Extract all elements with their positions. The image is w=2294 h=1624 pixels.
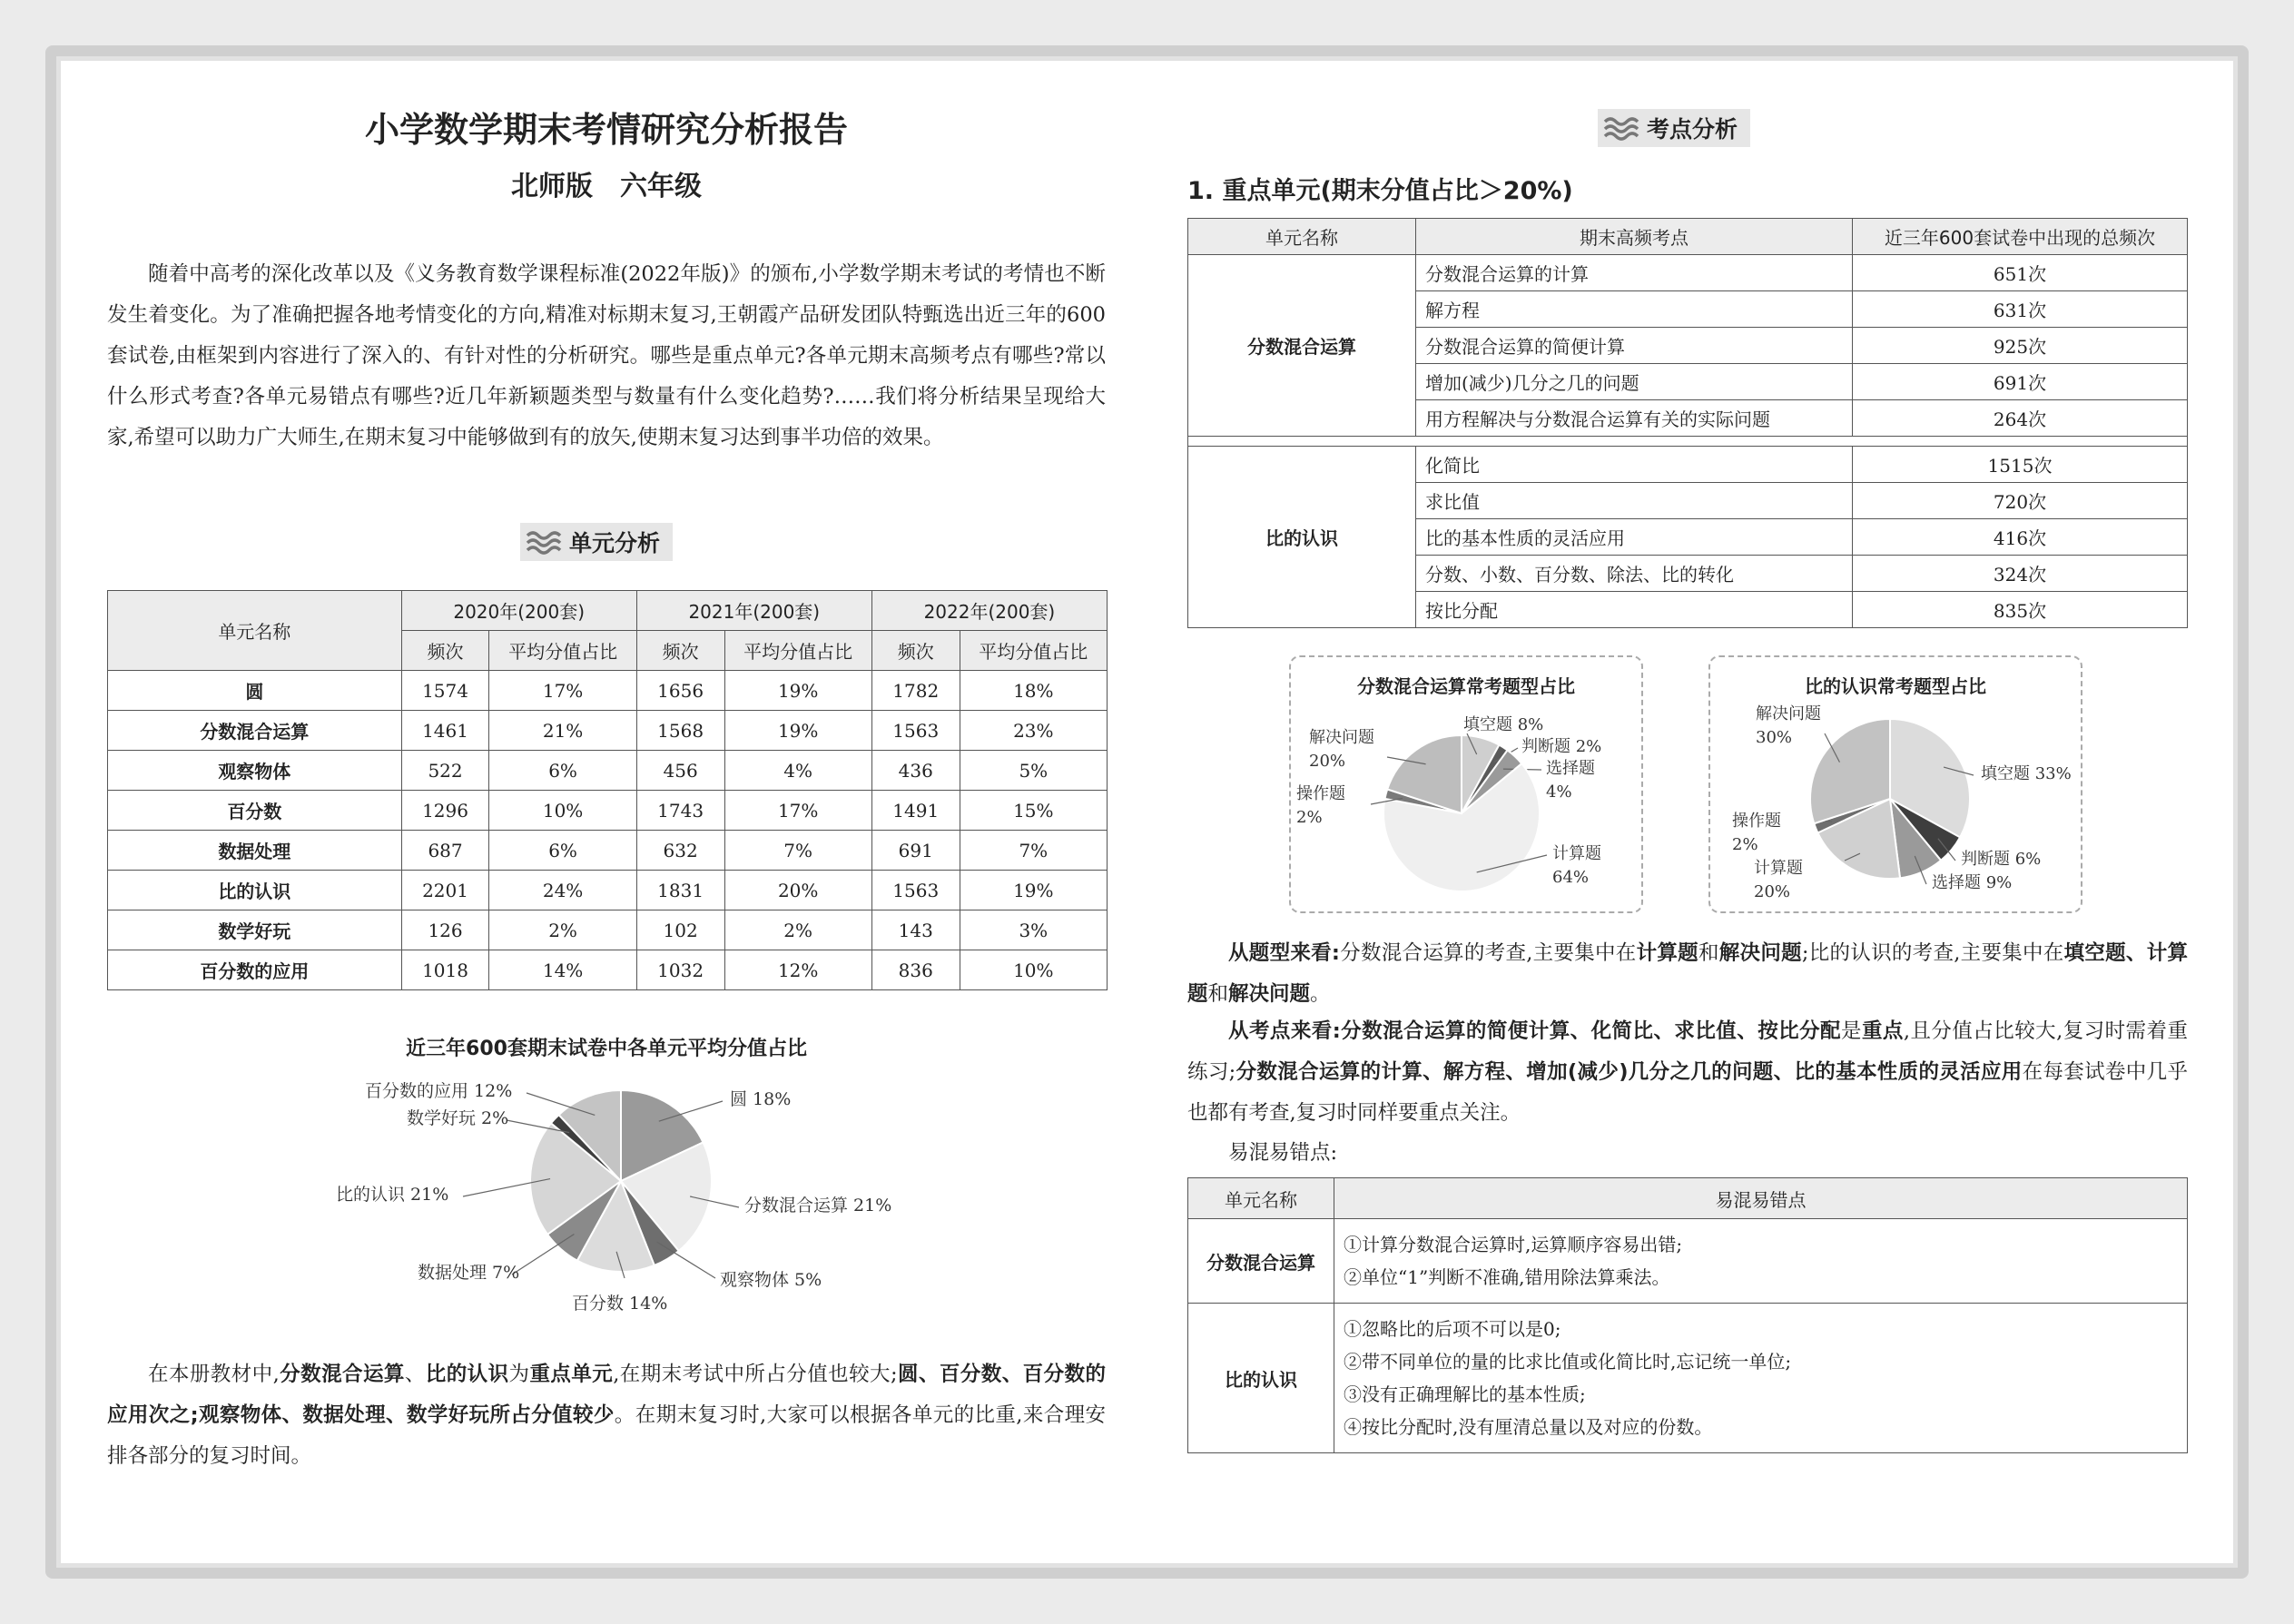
chart-title-fraction-types: 分数混合运算常考题型占比 <box>1357 675 1575 697</box>
key-point-cell: 化简比 <box>1416 447 1853 483</box>
value-cell: 1743 <box>636 791 724 831</box>
error-point-item: ④按比分配时,没有厘清总量以及对应的份数。 <box>1344 1416 1713 1438</box>
value-cell: 456 <box>636 751 724 791</box>
count-cell: 264次 <box>1853 400 2188 437</box>
col-header-share: 平均分值占比 <box>489 631 636 671</box>
pie-label: 解决问题 <box>1756 704 1821 723</box>
unit-name-cell: 圆 <box>108 671 402 711</box>
key-point-cell: 分数、小数、百分数、除法、比的转化 <box>1416 556 1853 592</box>
pie-label: 数据处理 7% <box>418 1263 520 1283</box>
unit-name-cell: 比的认识 <box>1188 1304 1334 1453</box>
unit-name-cell: 观察物体 <box>108 751 402 791</box>
table-row <box>1188 1304 2188 1453</box>
value-cell: 21% <box>489 711 636 751</box>
pie-label: 2% <box>1296 808 1323 827</box>
unit-name-cell: 分数混合运算 <box>1188 255 1416 437</box>
key-units-heading: 1. 重点单元(期末分值占比＞20%) <box>1187 177 1573 205</box>
unit-name-cell: 百分数的应用 <box>108 950 402 990</box>
table-row <box>108 711 1108 751</box>
report-subtitle: 北师版 六年级 <box>511 171 702 202</box>
value-cell: 10% <box>960 950 1107 990</box>
col-header-year: 2022年(200套) <box>871 591 1107 631</box>
value-cell: 1831 <box>636 871 724 910</box>
table-row <box>108 871 1108 910</box>
value-cell: 436 <box>871 751 960 791</box>
count-cell: 651次 <box>1853 255 2188 291</box>
value-cell: 126 <box>401 910 489 950</box>
right-page <box>1187 0 2188 1624</box>
unit-name-cell: 数学好玩 <box>108 910 402 950</box>
pie-label: 操作题 <box>1296 784 1345 803</box>
error-point-item: ②带不同单位的量的比求比值或化简比时,忘记统一单位; <box>1344 1351 1792 1373</box>
section-heading-unit-analysis <box>520 523 673 561</box>
value-cell: 14% <box>489 950 636 990</box>
value-cell: 1563 <box>871 871 960 910</box>
value-cell: 1461 <box>401 711 489 751</box>
pie-label: 30% <box>1756 728 1793 747</box>
key-points-table-body <box>1188 255 2188 628</box>
value-cell: 10% <box>489 791 636 831</box>
value-cell: 1782 <box>871 671 960 711</box>
pie-label: 20% <box>1309 752 1346 771</box>
col-header-freq: 频次 <box>871 631 960 671</box>
table-row <box>108 671 1108 711</box>
col-header-freq: 频次 <box>636 631 724 671</box>
col-header-count: 近三年600套试卷中出现的总频次 <box>1853 219 2188 255</box>
unit-name-cell: 百分数 <box>108 791 402 831</box>
col-header-unit: 单元名称 <box>108 591 402 671</box>
ratio-types-pie-chart <box>1708 697 2082 911</box>
chart-title-ratio-types: 比的认识常考题型占比 <box>1805 675 1986 697</box>
point-analysis-paragraph: 从考点来看:分数混合运算的简便计算、化简比、求比值、按比分配是重点,且分值占比较大,复习时需着重练习;分数混合运算的计算、解方程、增加(减少)几分之几的问题、比的基本性质的灵活应用在每套试卷中几乎也都有考查,复习时同样要重点关注。 <box>1187 1019 2188 1125</box>
pie-label: 填空题 8% <box>1463 715 1544 734</box>
pie-leader-line <box>512 1235 574 1275</box>
error-point-item: ②单位“1”判断不准确,错用除法算乘法。 <box>1344 1266 1670 1288</box>
unit-analysis-table <box>107 590 1108 990</box>
table-row <box>1188 1219 2188 1304</box>
value-cell: 691 <box>871 831 960 871</box>
report-title: 小学数学期末考情研究分析报告 <box>364 110 848 150</box>
value-cell: 143 <box>871 910 960 950</box>
pie-label: 计算题 <box>1754 859 1803 878</box>
type-analysis-paragraph: 从题型来看:分数混合运算的考查,主要集中在计算题和解决问题;比的认识的考查,主要集中在填空题、计算题和解决问题。 <box>1187 941 2188 1006</box>
value-cell: 5% <box>960 751 1107 791</box>
intro-paragraph: 随着中高考的深化改革以及《义务教育数学课程标准(2022年版)》的颁布,小学数学期末考试的考情也不断发生着变化。为了准确把握各地考情变化的方向,精准对标期末复习,王朝霞产品研发团队特甄选出近三年的600套试卷,由框架到内容进行了深入的、有针对性的分析研究。哪些是重点单元?各单元期末高频考点有哪些?常以什么形式考查?各单元易错点有哪些?近几年新颖题类型与数量有什么变化趋势?……我们将分析结果呈现给大家,希望可以助力广大师生,在期末复习中能够做到有的放矢,使期末复习达到事半功倍的效果。 <box>107 262 1106 449</box>
pie-label: 20% <box>1754 882 1791 901</box>
value-cell: 1574 <box>401 671 489 711</box>
table-row <box>1188 447 2188 483</box>
pie-label: 解决问题 <box>1309 728 1374 747</box>
key-point-cell: 按比分配 <box>1416 592 1853 628</box>
key-point-cell: 用方程解决与分数混合运算有关的实际问题 <box>1416 400 1853 437</box>
pie-label: 操作题 <box>1732 812 1781 831</box>
pie-label: 观察物体 5% <box>720 1270 822 1290</box>
key-point-cell: 求比值 <box>1416 483 1853 519</box>
pie-label: 圆 18% <box>730 1089 792 1109</box>
pie-label: 计算题 <box>1552 844 1601 863</box>
pie-label: 选择题 <box>1546 759 1595 778</box>
value-cell: 6% <box>489 831 636 871</box>
left-page <box>107 0 1106 1624</box>
error-points-table <box>1187 1177 2188 1453</box>
key-point-cell: 解方程 <box>1416 291 1853 328</box>
col-header-year: 2020年(200套) <box>401 591 636 631</box>
value-cell: 17% <box>724 791 871 831</box>
col-header-point: 期末高频考点 <box>1416 219 1853 255</box>
unit-name-cell: 比的认识 <box>108 871 402 910</box>
pie-label: 判断题 2% <box>1521 737 1602 756</box>
unit-name-cell: 数据处理 <box>108 831 402 871</box>
pie-label: 填空题 33% <box>1981 764 2072 783</box>
value-cell: 24% <box>489 871 636 910</box>
unit-share-pie-chart <box>107 1060 1106 1333</box>
col-header-share: 平均分值占比 <box>724 631 871 671</box>
value-cell: 836 <box>871 950 960 990</box>
table-row <box>108 950 1108 990</box>
col-header-freq: 频次 <box>401 631 489 671</box>
pie-label: 2% <box>1732 835 1758 854</box>
unit-name-cell: 比的认识 <box>1188 447 1416 628</box>
table-row <box>108 910 1108 950</box>
value-cell: 1656 <box>636 671 724 711</box>
error-point-item: ③没有正确理解比的基本性质; <box>1344 1383 1586 1405</box>
pie-label: 4% <box>1546 782 1572 802</box>
key-point-cell: 比的基本性质的灵活应用 <box>1416 519 1853 556</box>
value-cell: 2201 <box>401 871 489 910</box>
count-cell: 925次 <box>1853 328 2188 364</box>
col-header-year: 2021年(200套) <box>636 591 871 631</box>
count-cell: 324次 <box>1853 556 2188 592</box>
key-point-cell: 分数混合运算的计算 <box>1416 255 1853 291</box>
value-cell: 23% <box>960 711 1107 751</box>
wave-icon <box>526 528 562 556</box>
key-points-table <box>1187 218 2188 628</box>
pie-label: 判断题 6% <box>1961 850 2042 869</box>
value-cell: 19% <box>724 671 871 711</box>
group-spacer <box>1188 437 2188 447</box>
value-cell: 17% <box>489 671 636 711</box>
key-point-cell: 分数混合运算的简便计算 <box>1416 328 1853 364</box>
unit-summary-paragraph: 在本册教材中,分数混合运算、比的认识为重点单元,在期末考试中所占分值也较大;圆、百分数、百分数的应用次之;观察物体、数据处理、数学好玩所占分值较少。在期末复习时,大家可以根据各单元的比重,来合理安排各部分的复习时间。 <box>107 1363 1107 1468</box>
section-heading-label: 考点分析 <box>1647 116 1738 143</box>
value-cell: 20% <box>724 871 871 910</box>
value-cell: 1563 <box>871 711 960 751</box>
key-point-cell: 增加(减少)几分之几的问题 <box>1416 364 1853 400</box>
error-points-cell <box>1334 1304 2188 1453</box>
spacer-cell <box>1188 437 2188 447</box>
error-point-item: ①忽略比的后项不可以是0; <box>1344 1318 1561 1340</box>
col-header-error-points: 易混易错点 <box>1334 1178 2188 1219</box>
table-row <box>1188 255 2188 291</box>
value-cell: 1491 <box>871 791 960 831</box>
value-cell: 15% <box>960 791 1107 831</box>
count-cell: 691次 <box>1853 364 2188 400</box>
value-cell: 12% <box>724 950 871 990</box>
value-cell: 522 <box>401 751 489 791</box>
value-cell: 6% <box>489 751 636 791</box>
pie-label: 百分数的应用 12% <box>365 1081 513 1101</box>
table-row <box>108 831 1108 871</box>
col-header-unit: 单元名称 <box>1188 219 1416 255</box>
col-header-share: 平均分值占比 <box>960 631 1107 671</box>
value-cell: 1568 <box>636 711 724 751</box>
table-row <box>108 751 1108 791</box>
count-cell: 416次 <box>1853 519 2188 556</box>
value-cell: 2% <box>724 910 871 950</box>
error-points-table-body <box>1188 1219 2188 1453</box>
table-row <box>108 791 1108 831</box>
value-cell: 19% <box>960 871 1107 910</box>
value-cell: 1032 <box>636 950 724 990</box>
value-cell: 19% <box>724 711 871 751</box>
value-cell: 102 <box>636 910 724 950</box>
value-cell: 1018 <box>401 950 489 990</box>
wave-icon <box>1603 114 1639 142</box>
unit-table-body <box>108 671 1108 990</box>
value-cell: 3% <box>960 910 1107 950</box>
col-header-unit: 单元名称 <box>1188 1178 1334 1219</box>
pie-label: 比的认识 21% <box>336 1185 449 1205</box>
count-cell: 631次 <box>1853 291 2188 328</box>
unit-name-cell: 分数混合运算 <box>108 711 402 751</box>
value-cell: 1296 <box>401 791 489 831</box>
pie-label: 分数混合运算 21% <box>744 1196 892 1216</box>
pie-label: 数学好玩 2% <box>407 1108 509 1128</box>
count-cell: 1515次 <box>1853 447 2188 483</box>
count-cell: 720次 <box>1853 483 2188 519</box>
unit-name-cell: 分数混合运算 <box>1188 1219 1334 1304</box>
value-cell: 18% <box>960 671 1107 711</box>
value-cell: 632 <box>636 831 724 871</box>
section-heading-point-analysis <box>1598 109 1750 147</box>
value-cell: 4% <box>724 751 871 791</box>
value-cell: 2% <box>489 910 636 950</box>
error-points-cell <box>1334 1219 2188 1304</box>
pie-label: 64% <box>1552 868 1590 887</box>
value-cell: 687 <box>401 831 489 871</box>
error-points-label: 易混易错点: <box>1228 1141 1338 1165</box>
fraction-types-pie-chart <box>1289 697 1643 911</box>
count-cell: 835次 <box>1853 592 2188 628</box>
pie-label: 选择题 9% <box>1932 873 2013 892</box>
pie-label: 百分数 14% <box>572 1294 668 1314</box>
value-cell: 7% <box>724 831 871 871</box>
error-point-item: ①计算分数混合运算时,运算顺序容易出错; <box>1344 1234 1683 1255</box>
value-cell: 7% <box>960 831 1107 871</box>
section-heading-label: 单元分析 <box>569 530 661 556</box>
chart-title-unit-share: 近三年600套期末试卷中各单元平均分值占比 <box>406 1038 807 1060</box>
